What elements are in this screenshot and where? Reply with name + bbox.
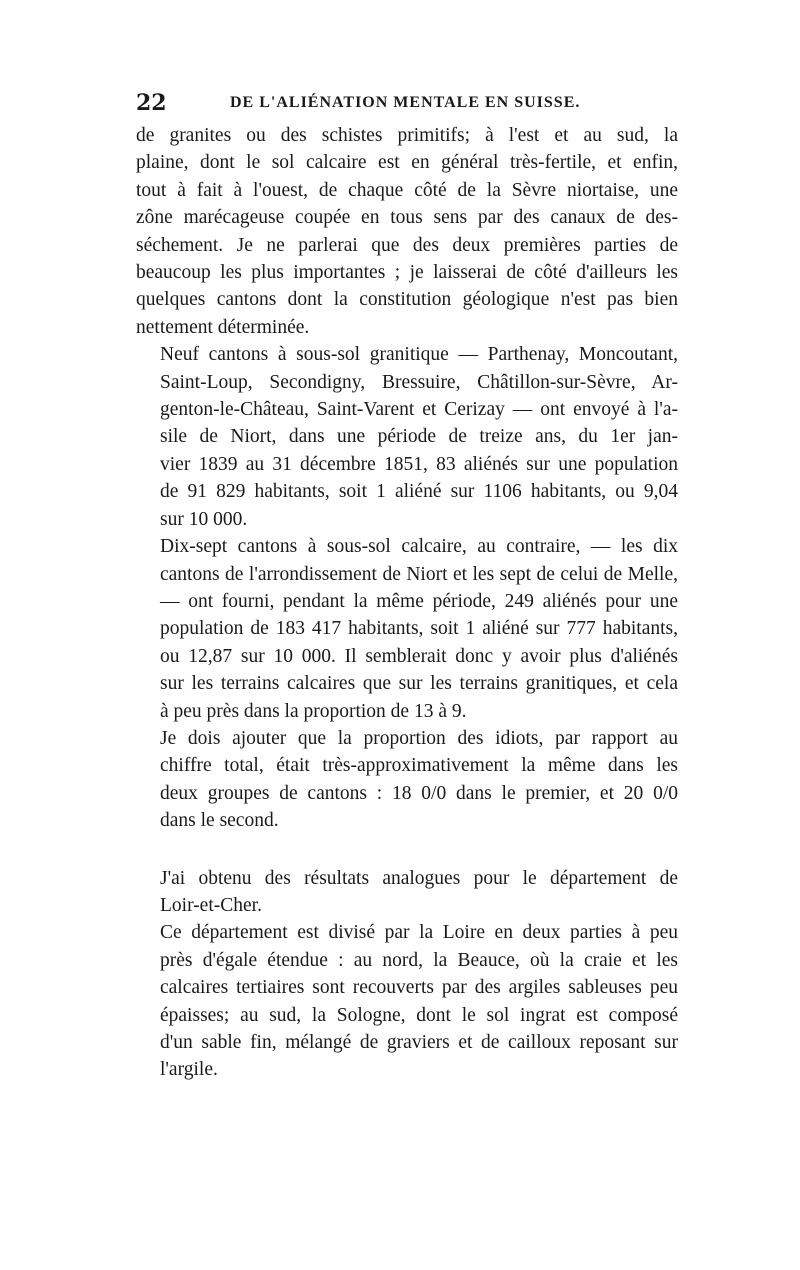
text-line: tout à fait à l'ouest, de chaque côté de la Sèvre niortaise, une xyxy=(136,179,678,201)
text-line: séchement. Je ne parlerai que des deux premières parties de xyxy=(136,234,678,256)
text-line: population de 183 417 habitants, soit 1 aliéné sur 777 habitants, xyxy=(160,618,678,640)
text-line: sur les terrains calcaires que sur les terrains granitiques, et cela xyxy=(160,673,678,695)
text-line: quelques cantons dont la constitution géologique n'est pas bien xyxy=(136,289,678,311)
text-line: Loir-et-Cher. xyxy=(160,894,262,916)
paragraph-1 xyxy=(136,122,678,341)
text-line: Neuf cantons à sous-sol granitique — Parthenay, Moncoutant, xyxy=(160,344,678,366)
text-line: dans le second. xyxy=(160,810,279,832)
body-text xyxy=(136,122,678,1084)
text-line: de granites ou des schistes primitifs; à l'est et au sud, la xyxy=(136,125,678,146)
text-line: Saint-Loup, Secondigny, Bressuire, Châtillon-sur-Sèvre, Ar- xyxy=(160,371,678,393)
text-line: épaisses; au sud, la Sologne, dont le sol ingrat est composé xyxy=(160,1004,678,1026)
paragraph-3 xyxy=(136,533,678,725)
text-line: chiffre total, était très-approximativement la même dans les xyxy=(160,755,678,777)
text-line: ou 12,87 sur 10 000. Il semblerait donc y avoir plus d'aliénés xyxy=(160,645,678,667)
running-head xyxy=(136,90,678,120)
text-line: d'un sable fin, mélangé de graviers et de cailloux reposant sur xyxy=(160,1032,678,1053)
text-line: genton-le-Château, Saint-Varent et Cerizay — ont envoyé à l'a- xyxy=(160,399,678,421)
text-line: sile de Niort, dans une période de treize ans, du 1er jan- xyxy=(160,426,678,448)
text-line: Je dois ajouter que la proportion des idiots, par rapport au xyxy=(160,727,678,749)
paragraph-4 xyxy=(136,725,678,835)
paragraph-6 xyxy=(136,919,678,1083)
text-line: de 91 829 habitants, soit 1 aliéné sur 1106 habitants, ou 9,04 xyxy=(160,481,678,503)
text-line: beaucoup les plus importantes ; je laisserai de côté d'ailleurs les xyxy=(136,262,678,284)
text-line: à peu près dans la proportion de 13 à 9. xyxy=(160,700,467,722)
text-line: près d'égale étendue : au nord, la Beauce, où la craie et les xyxy=(160,949,678,971)
text-line: deux groupes de cantons : 18 0/0 dans le premier, et 20 0/0 xyxy=(160,782,678,804)
paragraph-2 xyxy=(136,341,678,533)
text-line: l'argile. xyxy=(160,1059,218,1081)
text-line: sur 10 000. xyxy=(160,508,248,530)
text-line: nettement déterminée. xyxy=(136,316,310,338)
page-number: 22 xyxy=(136,90,167,116)
text-line: Dix-sept cantons à sous-sol calcaire, au contraire, — les dix xyxy=(160,536,678,558)
text-line: calcaires tertiaires sont recouverts par des argiles sableuses peu xyxy=(160,977,678,999)
text-line: J'ai obtenu des résultats analogues pour le département de xyxy=(160,867,678,889)
text-line: vier 1839 au 31 décembre 1851, 83 aliénés sur une population xyxy=(160,453,678,475)
paragraph-5 xyxy=(136,865,678,920)
text-line: zône marécageuse coupée en tous sens par des canaux de des- xyxy=(136,207,678,229)
text-line: cantons de l'arrondissement de Niort et les sept de celui de Melle, xyxy=(160,563,678,585)
running-title: DE L'ALIÉNATION MENTALE EN SUISSE. xyxy=(230,94,581,111)
text-line: plaine, dont le sol calcaire est en général très-fertile, et enfin, xyxy=(136,152,678,174)
text-line: — ont fourni, pendant la même période, 249 aliénés pour une xyxy=(160,590,678,612)
text-line: Ce département est divisé par la Loire en deux parties à peu xyxy=(160,922,678,944)
